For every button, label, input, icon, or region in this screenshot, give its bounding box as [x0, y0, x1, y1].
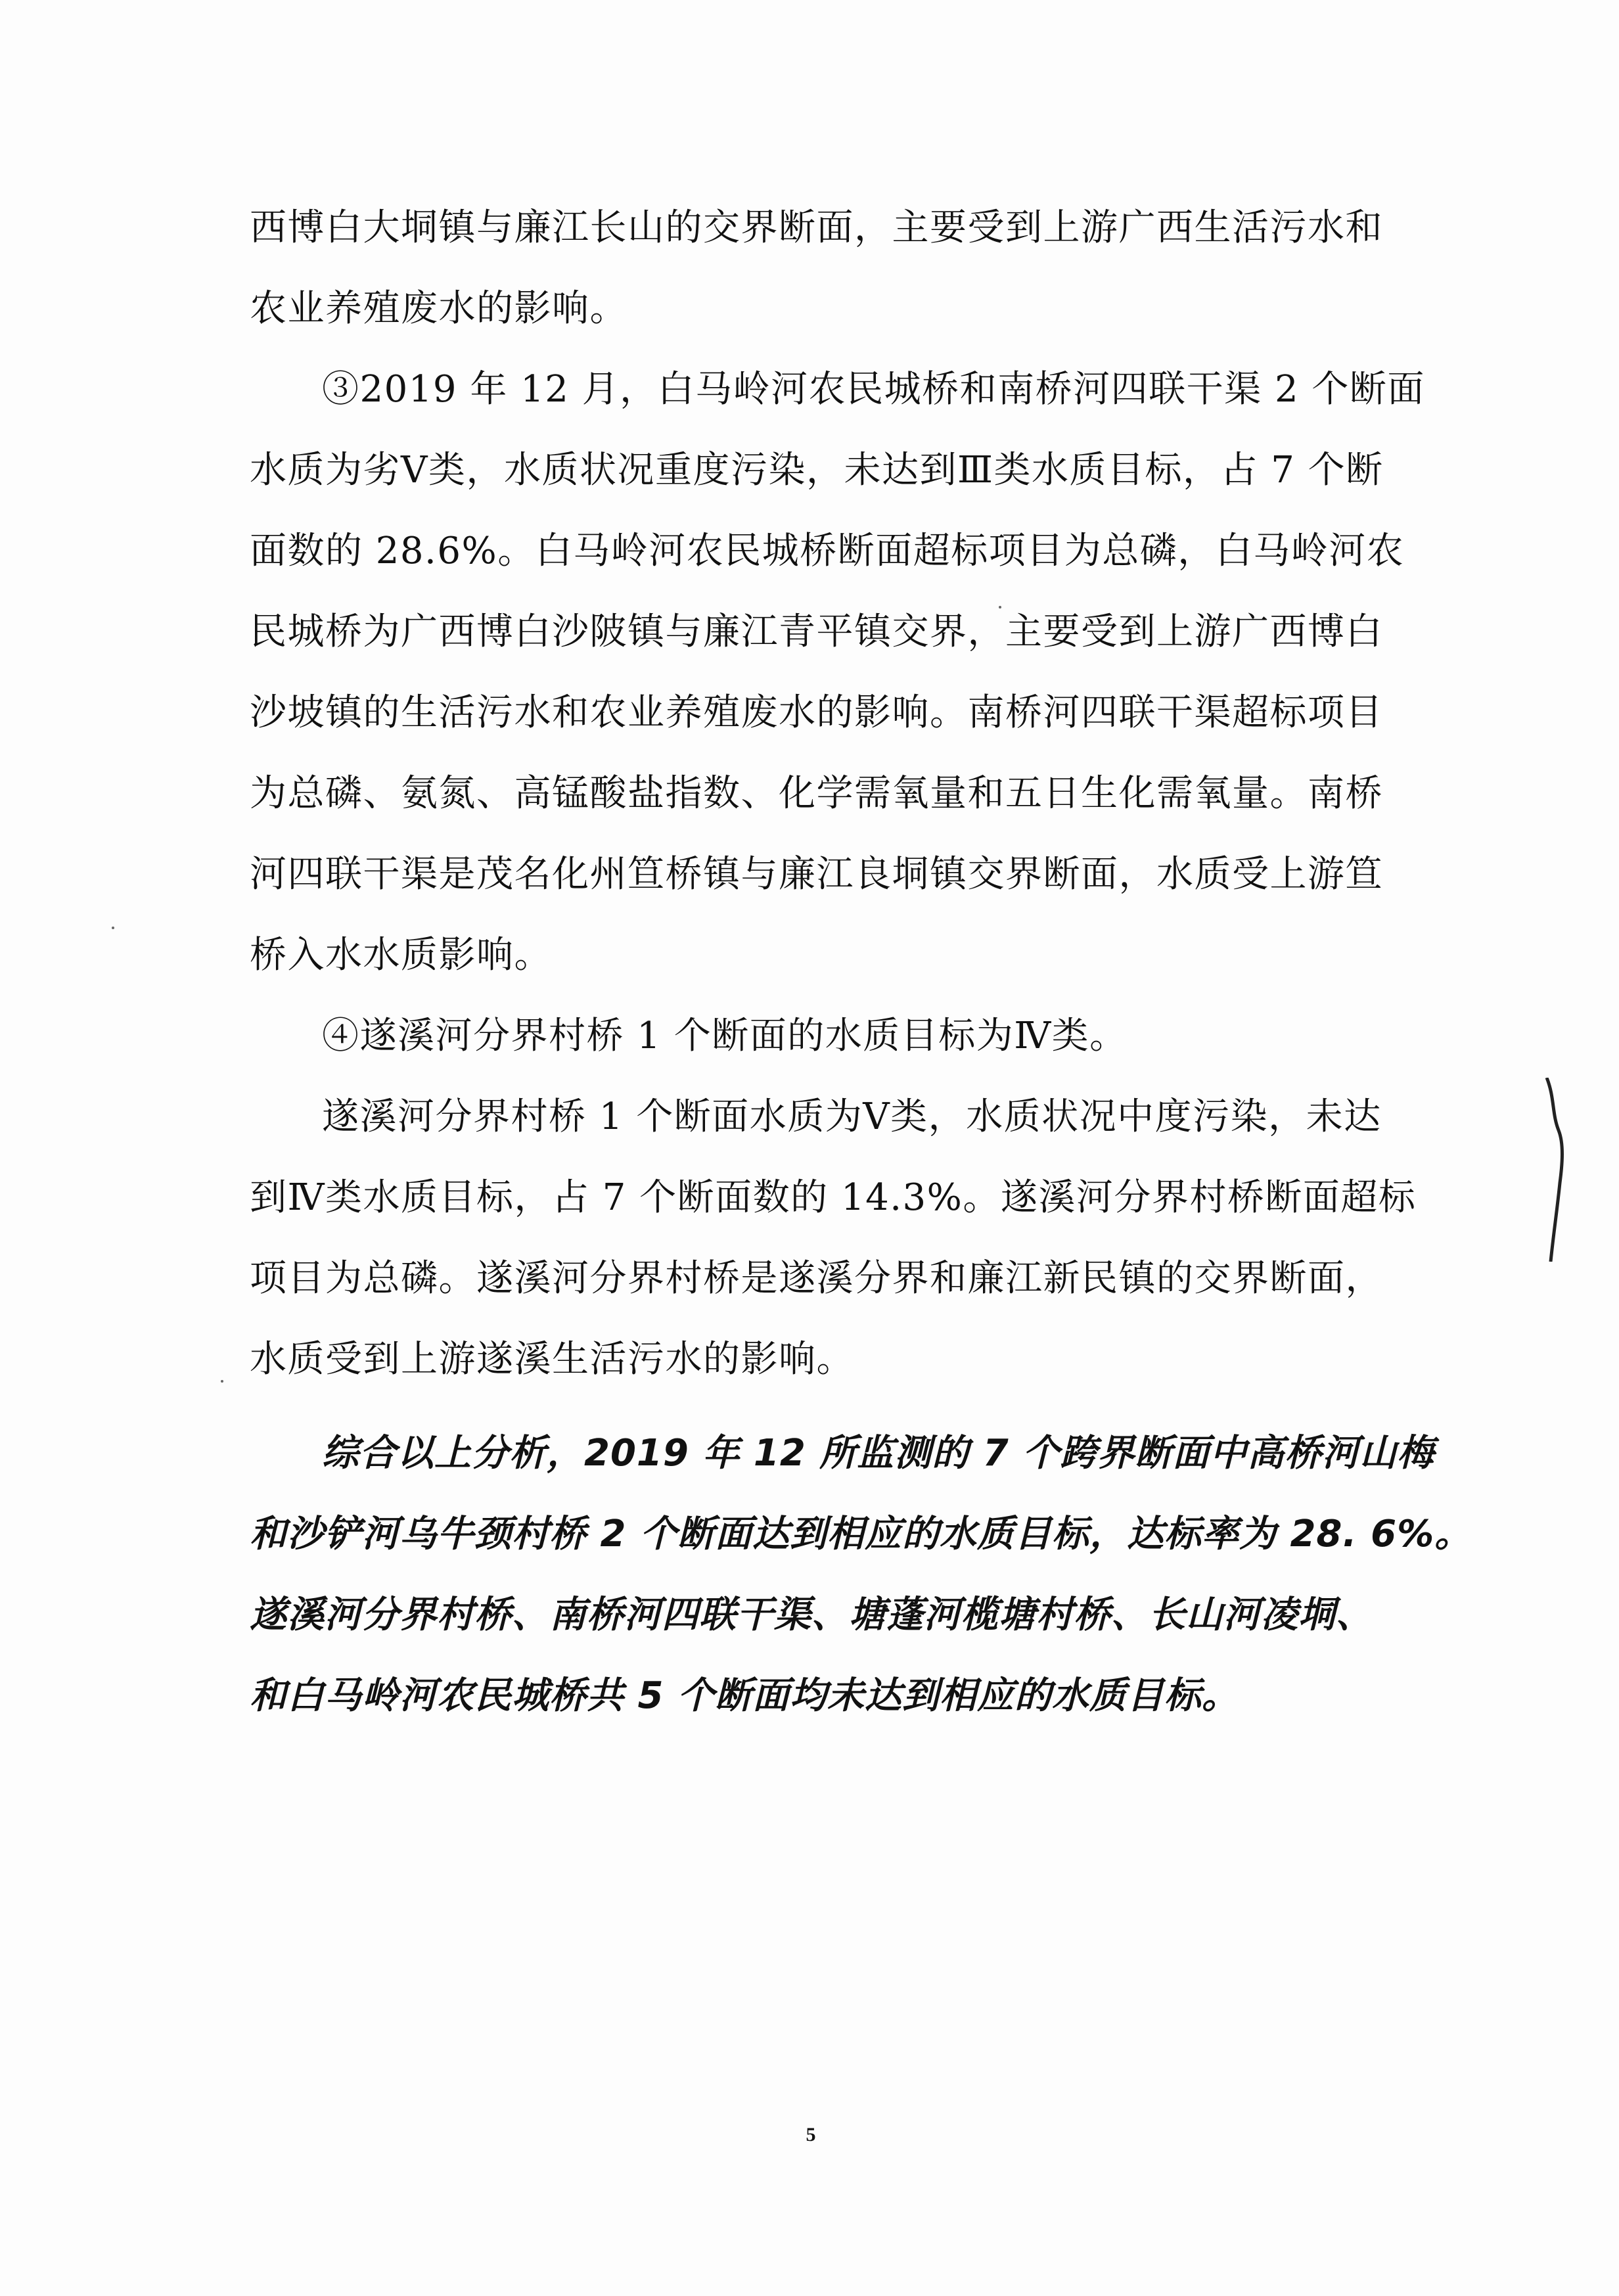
scan-speck — [999, 606, 1001, 608]
paragraph-line: 桥入水水质影响。 — [250, 934, 552, 976]
paragraph-line: 水质受到上游遂溪生活污水的影响。 — [250, 1338, 854, 1381]
summary-line: 和白马岭河农民城桥共 5 个断面均未达到相应的水质目标。 — [250, 1674, 1239, 1717]
summary-paragraph — [250, 1413, 1472, 1736]
body-text — [250, 187, 1472, 1736]
summary-line: 综合以上分析，2019 年 12 所监测的 7 个跨界断面中高桥河山梅 — [322, 1432, 1435, 1475]
scan-speck — [221, 1380, 223, 1383]
paragraph-line: 项目为总磷。遂溪河分界村桥是遂溪分界和廉江新民镇的交界断面， — [250, 1257, 1383, 1300]
scan-speck — [112, 927, 114, 929]
paragraph-line: 为总磷、氨氮、高锰酸盐指数、化学需氧量和五日生化需氧量。南桥 — [250, 772, 1383, 815]
paragraph-line: 遂溪河分界村桥 1 个断面水质为Ⅴ类，水质状况中度污染，未达 — [322, 1095, 1382, 1138]
paragraph-line: 农业养殖废水的影响。 — [250, 287, 627, 330]
paragraph-line: 水质为劣Ⅴ类，水质状况重度污染，未达到Ⅲ类水质目标，占 7 个断 — [250, 449, 1384, 492]
paragraph-line: 沙坡镇的生活污水和农业养殖废水的影响。南桥河四联干渠超标项目 — [250, 691, 1383, 734]
paragraph-line: 面数的 28.6%。白马岭河农民城桥断面超标项目为总磷，白马岭河农 — [250, 530, 1405, 572]
paragraph-line: ④遂溪河分界村桥 1 个断面的水质目标为Ⅳ类。 — [322, 1015, 1128, 1057]
paragraph-line: 河四联干渠是茂名化州笪桥镇与廉江良垌镇交界断面，水质受上游笪 — [250, 853, 1383, 896]
summary-line: 和沙铲河乌牛颈村桥 2 个断面达到相应的水质目标，达标率为 28. 6%。 — [250, 1513, 1472, 1555]
paragraph-line: 到Ⅳ类水质目标，占 7 个断面数的 14.3%。遂溪河分界村桥断面超标 — [250, 1176, 1417, 1219]
summary-line: 遂溪河分界村桥、南桥河四联干渠、塘蓬河榄塘村桥、长山河凌垌、 — [250, 1594, 1373, 1636]
scan-margin-mark — [1540, 1078, 1580, 1262]
page-number: 5 — [806, 2124, 816, 2146]
paragraph-line: 西博白大垌镇与廉江长山的交界断面，主要受到上游广西生活污水和 — [250, 206, 1383, 249]
paragraph-line: ③2019 年 12 月，白马岭河农民城桥和南桥河四联干渠 2 个断面 — [322, 368, 1425, 411]
paragraph-line: 民城桥为广西博白沙陂镇与廉江青平镇交界，主要受到上游广西博白 — [250, 610, 1383, 653]
